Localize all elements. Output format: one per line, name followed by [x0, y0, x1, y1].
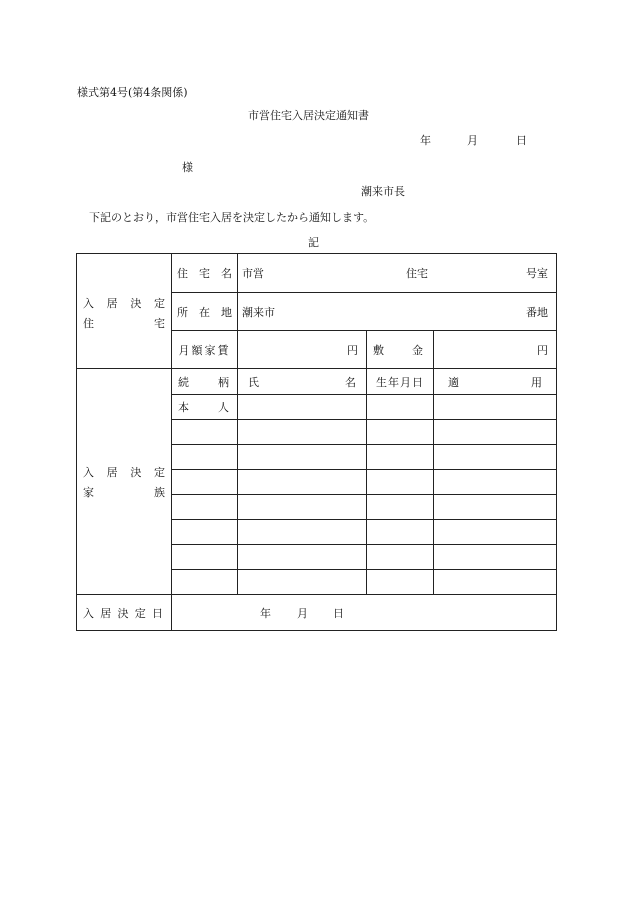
remarks-cell[interactable]: [434, 395, 557, 420]
relation-cell[interactable]: 本 人: [172, 395, 238, 420]
name-cell[interactable]: [238, 395, 367, 420]
name-cell[interactable]: [238, 470, 367, 495]
birthdate-cell[interactable]: [367, 470, 434, 495]
residence-name-field[interactable]: [238, 254, 557, 293]
decision-date-month: 月: [297, 606, 308, 620]
family-section-label: [77, 369, 172, 595]
residence-name-mid: 住宅: [406, 267, 428, 280]
relation-cell[interactable]: [172, 445, 238, 470]
monthly-rent-unit: 円: [347, 343, 358, 357]
residence-name-label: 住 宅 名: [172, 254, 238, 293]
deposit-label: 敷 金: [367, 331, 434, 369]
decision-date-field[interactable]: [172, 595, 557, 631]
relation-cell[interactable]: [172, 570, 238, 595]
relation-cell[interactable]: [172, 520, 238, 545]
relation-cell[interactable]: [172, 470, 238, 495]
location-suffix: 番地: [526, 305, 549, 319]
deposit-unit: 円: [537, 343, 549, 357]
birthdate-cell[interactable]: [367, 420, 434, 445]
residence-label-line2: 住 宅: [83, 317, 165, 330]
decision-date-year: 年: [260, 606, 271, 620]
decision-date-row: [77, 595, 557, 631]
birthdate-cell[interactable]: [367, 570, 434, 595]
birthdate-cell[interactable]: [367, 520, 434, 545]
issue-date-day: 日: [516, 134, 527, 147]
residence-section-label: [77, 254, 172, 369]
name-cell[interactable]: [238, 570, 367, 595]
remarks-cell[interactable]: [434, 495, 557, 520]
name-cell[interactable]: [238, 495, 367, 520]
family-label-line1: 入 居 決 定: [83, 465, 165, 479]
remarks-cell[interactable]: [434, 445, 557, 470]
ki-heading: 記: [308, 236, 319, 249]
remarks-cell[interactable]: [434, 470, 557, 495]
remarks-cell[interactable]: [434, 545, 557, 570]
residence-label-line1: 入 居 決 定: [83, 297, 165, 310]
addressee-suffix: 様: [182, 161, 193, 174]
decision-date-day: 日: [333, 606, 344, 620]
deposit-field[interactable]: [434, 331, 557, 369]
location-label: 所 在 地: [172, 293, 238, 331]
remarks-cell[interactable]: [434, 420, 557, 445]
issue-date-year: 年: [420, 134, 431, 147]
monthly-rent-field[interactable]: [238, 331, 367, 369]
location-prefix: 潮来市: [242, 305, 275, 319]
birthdate-cell[interactable]: [367, 545, 434, 570]
issuer-name: 潮来市長: [361, 185, 405, 198]
relation-cell[interactable]: [172, 545, 238, 570]
name-cell[interactable]: [238, 545, 367, 570]
family-header-row: [77, 369, 557, 395]
family-label-line2: 家 族: [83, 485, 165, 499]
remarks-cell[interactable]: [434, 570, 557, 595]
document-title: 市営住宅入居決定通知書: [248, 109, 369, 122]
residence-name-row: [77, 254, 557, 293]
relation-header: 続 柄: [172, 369, 238, 395]
notice-form-table: [76, 253, 557, 631]
name-cell[interactable]: [238, 420, 367, 445]
residence-name-prefix: 市営: [242, 267, 264, 280]
location-field[interactable]: [238, 293, 557, 331]
residence-name-suffix: 号室: [526, 267, 549, 280]
relation-cell[interactable]: [172, 495, 238, 520]
relation-cell[interactable]: [172, 420, 238, 445]
name-cell[interactable]: [238, 520, 367, 545]
birthdate-cell[interactable]: [367, 445, 434, 470]
birthdate-cell[interactable]: [367, 495, 434, 520]
body-text: 下記のとおり，市営住宅入居を決定したから通知します。: [89, 211, 375, 224]
remarks-header: 適 用: [434, 369, 557, 395]
birthdate-header: 生年月日: [367, 369, 434, 395]
issue-date-month: 月: [467, 134, 478, 147]
name-header: 氏 名: [238, 369, 367, 395]
form-number: 様式第4号(第4条関係): [77, 86, 188, 99]
decision-date-label: 入 居 決 定 日: [77, 595, 172, 631]
birthdate-cell[interactable]: [367, 395, 434, 420]
monthly-rent-label: 月額家賃: [172, 331, 238, 369]
remarks-cell[interactable]: [434, 520, 557, 545]
name-cell[interactable]: [238, 445, 367, 470]
